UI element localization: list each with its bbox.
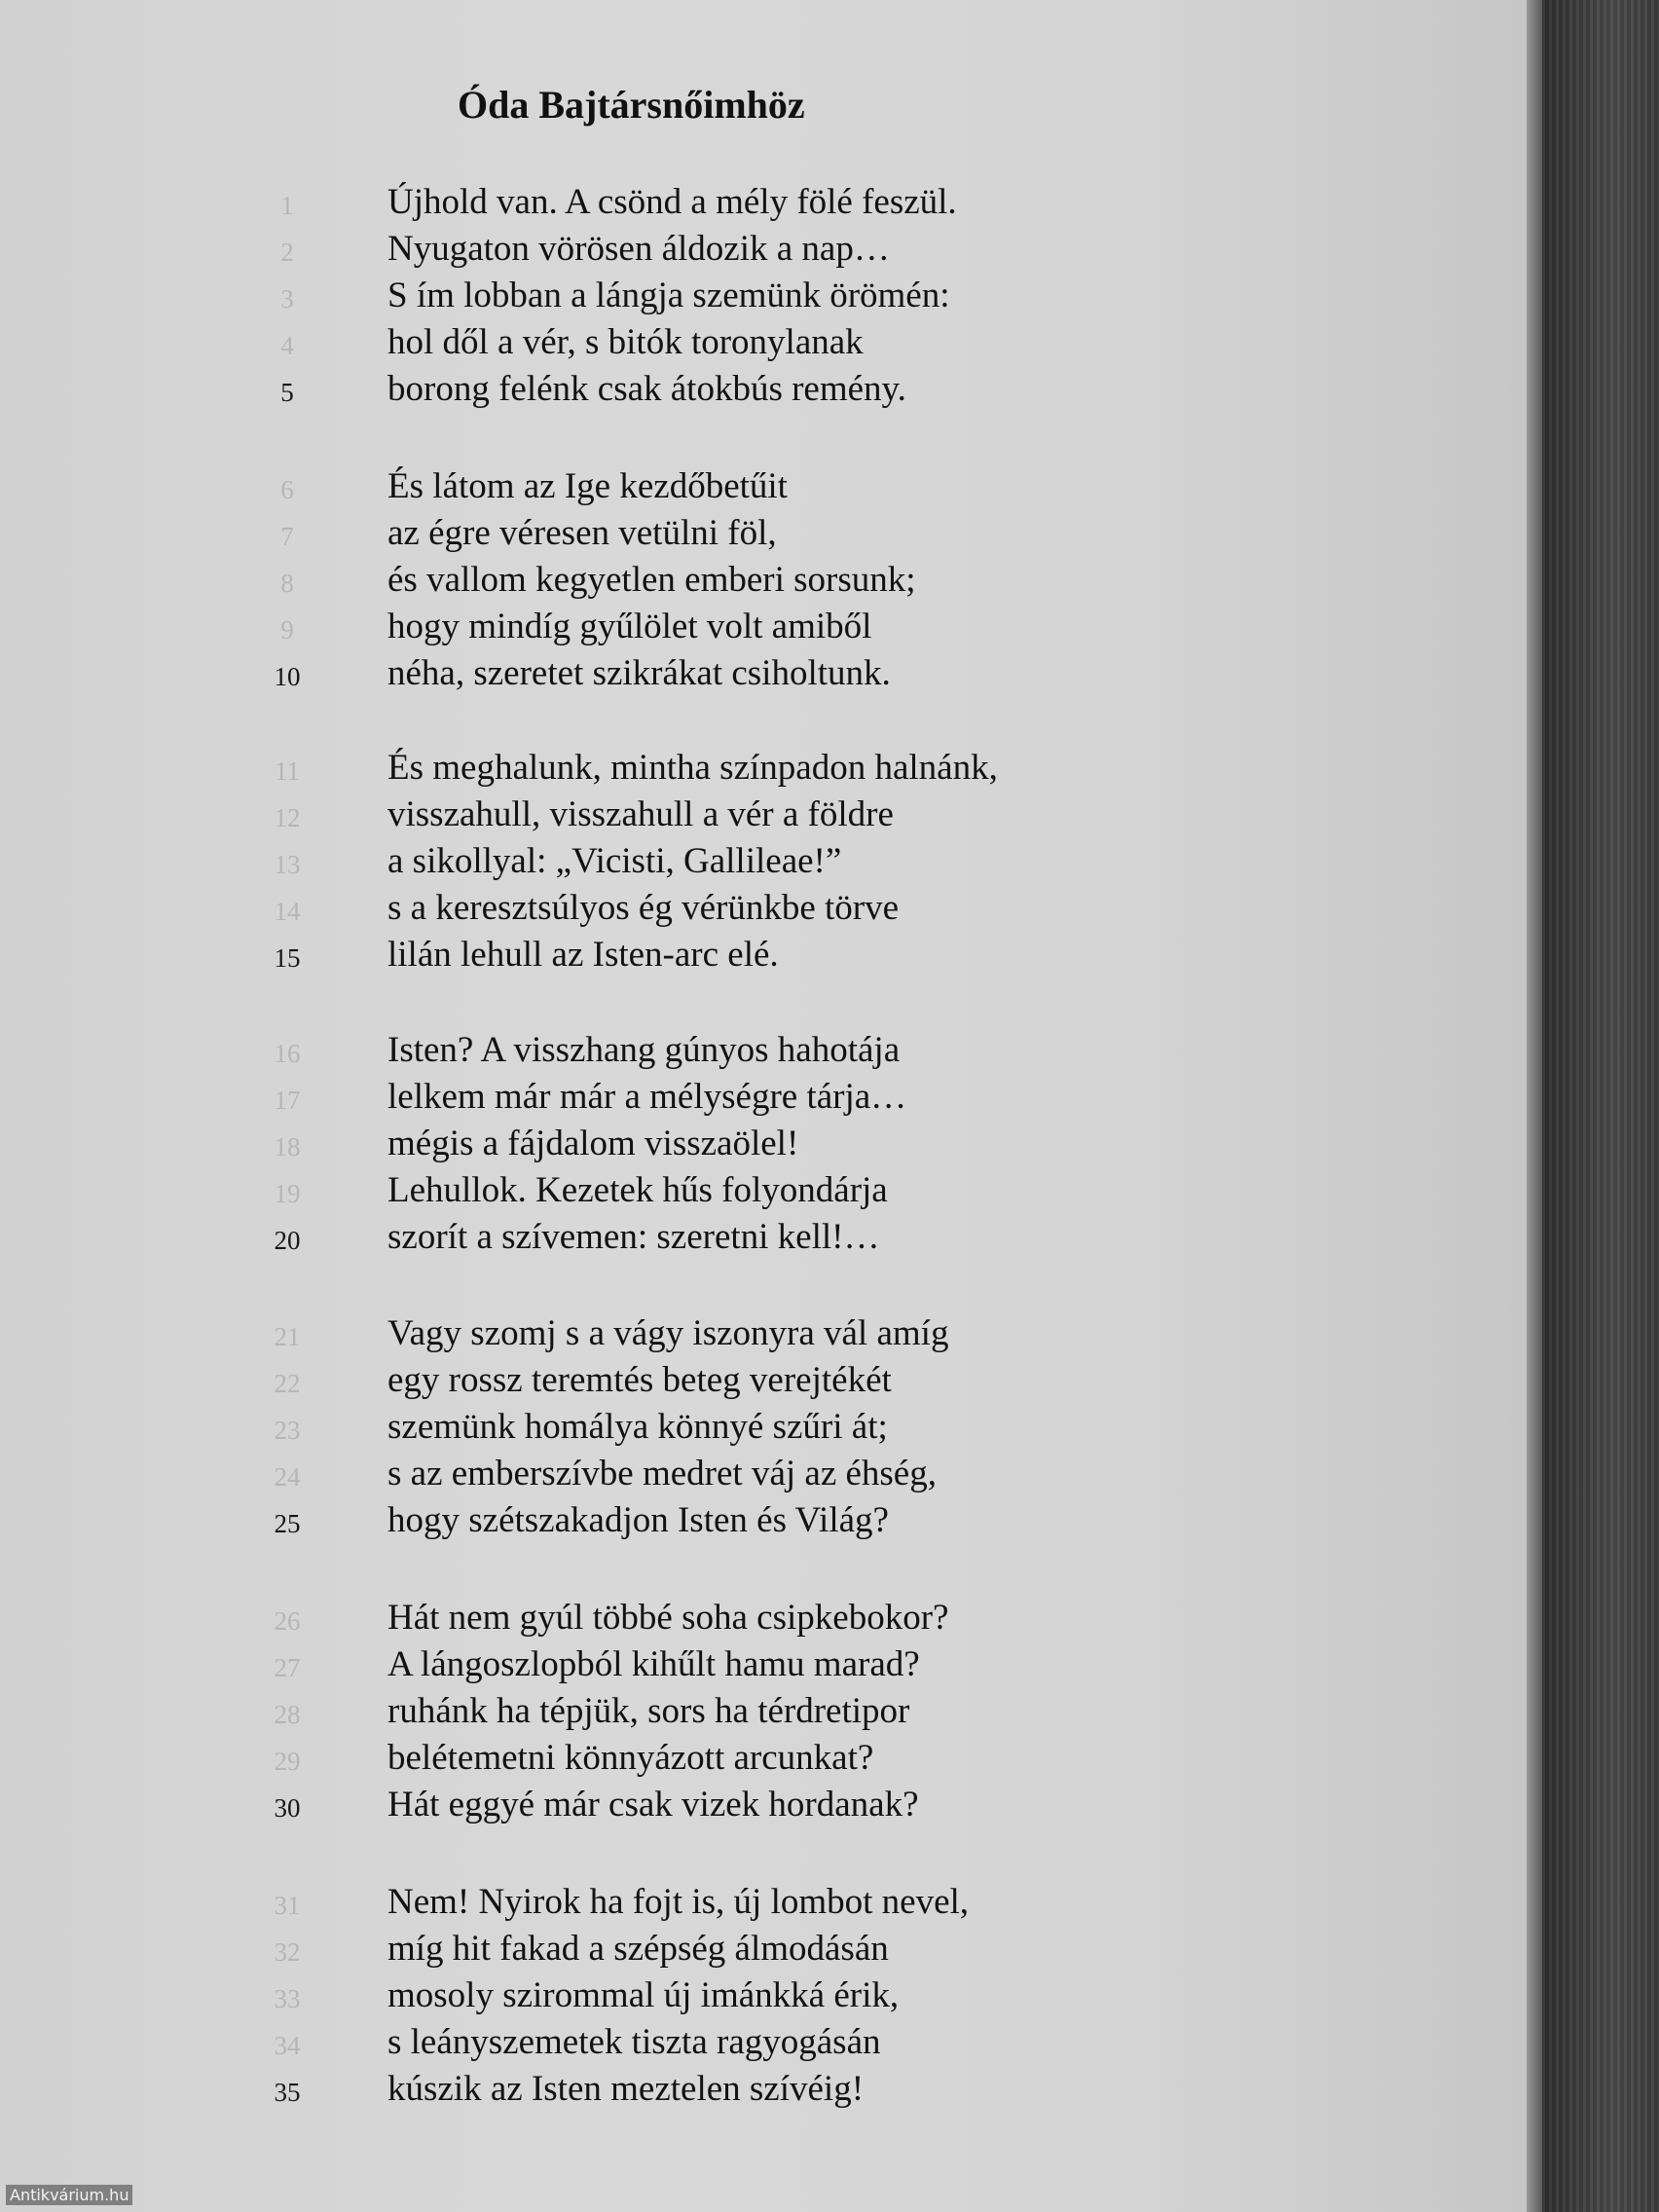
line-number: 24 — [274, 1462, 301, 1492]
line-number: 16 — [274, 1039, 301, 1068]
verse-text: ruhánk ha tépjük, sors ha térdretipor — [387, 1691, 910, 1731]
line-number: 12 — [274, 803, 301, 832]
line-number: 19 — [274, 1179, 301, 1208]
stanza — [0, 465, 1363, 699]
poem-line — [0, 1597, 1363, 1643]
verse-text: néha, szeretet szikrákat csiholtunk. — [387, 653, 891, 693]
line-number: 20 — [274, 1226, 301, 1255]
poem-line — [0, 1076, 1363, 1123]
verse-text: Hát nem gyúl többé soha csipkebokor? — [387, 1598, 949, 1638]
poem-line — [0, 1406, 1363, 1453]
line-number: 28 — [274, 1700, 301, 1729]
line-number: 25 — [274, 1509, 301, 1538]
poem-line — [0, 747, 1363, 793]
line-number: 23 — [274, 1416, 301, 1445]
stanza — [0, 1029, 1363, 1263]
poem-line — [0, 275, 1363, 321]
line-number: 18 — [274, 1132, 301, 1161]
poem-line — [0, 1499, 1363, 1546]
verse-text: Nem! Nyirok ha fojt is, új lombot nevel, — [387, 1882, 970, 1922]
verse-text: s a keresztsúlyos ég vérünkbe törve — [387, 888, 900, 928]
poem-line — [0, 887, 1363, 934]
verse-text: szorít a szívemen: szeretni kell!… — [387, 1217, 880, 1257]
line-number: 8 — [280, 569, 294, 598]
verse-text: Hát eggyé már csak vizek hordanak? — [387, 1785, 919, 1825]
poem-line — [0, 606, 1363, 652]
poem-line — [0, 1453, 1363, 1499]
poem-title: Óda Bajtársnőimhöz — [458, 83, 805, 127]
verse-text: És látom az Ige kezdőbetűit — [387, 466, 788, 506]
verse-text: szemünk homálya könnyé szűri át; — [387, 1407, 888, 1447]
poem-line — [0, 1029, 1363, 1076]
poem-line — [0, 1928, 1363, 1974]
poem-line — [0, 368, 1363, 415]
poem-line — [0, 1359, 1363, 1406]
poem-line — [0, 2021, 1363, 2068]
stanza — [0, 181, 1363, 415]
poem-line — [0, 1312, 1363, 1359]
line-number: 35 — [274, 2078, 301, 2107]
line-number: 2 — [280, 238, 294, 267]
verse-text: és vallom kegyetlen emberi sorsunk; — [387, 560, 916, 600]
poem-line — [0, 1643, 1363, 1690]
poem-line — [0, 1784, 1363, 1830]
line-number: 33 — [274, 1984, 301, 2013]
line-number: 27 — [274, 1653, 301, 1682]
poem-line — [0, 512, 1363, 559]
line-number: 31 — [274, 1891, 301, 1920]
poem-line — [0, 1881, 1363, 1928]
line-number: 30 — [274, 1793, 301, 1823]
verse-text: belétemetni könnyázott arcunkat? — [387, 1738, 874, 1778]
verse-text: lilán lehull az Isten-arc elé. — [387, 935, 779, 975]
verse-text: borong felénk csak átokbús remény. — [387, 369, 906, 409]
poem-line — [0, 1169, 1363, 1216]
line-number: 17 — [274, 1086, 301, 1115]
verse-text: lelkem már már a mélységre tárja… — [387, 1077, 907, 1117]
verse-text: a sikollyal: „Vicisti, Gallileae!” — [387, 841, 842, 881]
stanza — [0, 1312, 1363, 1546]
background-surface — [1542, 0, 1659, 2212]
line-number: 6 — [280, 475, 294, 504]
poem-line — [0, 840, 1363, 887]
line-number: 26 — [274, 1606, 301, 1636]
line-number: 10 — [274, 662, 301, 691]
verse-text: hogy mindíg gyűlölet volt amiből — [387, 607, 872, 646]
line-number: 4 — [280, 331, 294, 360]
line-number: 7 — [280, 522, 294, 551]
verse-text: Nyugaton vörösen áldozik a nap… — [387, 229, 890, 269]
poem-line — [0, 1690, 1363, 1737]
poem-line — [0, 559, 1363, 606]
verse-text: Lehullok. Kezetek hűs folyondárja — [387, 1170, 888, 1210]
stanza — [0, 1881, 1363, 2115]
verse-text: egy rossz teremtés beteg verejtékét — [387, 1360, 892, 1400]
poem-line — [0, 465, 1363, 512]
line-number: 9 — [280, 615, 294, 645]
poem-line — [0, 228, 1363, 275]
watermark: Antikvárium.hu — [6, 2185, 132, 2205]
verse-text: kúszik az Isten meztelen szívéig! — [387, 2069, 865, 2109]
verse-text: hogy szétszakadjon Isten és Világ? — [387, 1500, 889, 1540]
poem-line — [0, 1737, 1363, 1784]
line-number: 5 — [280, 378, 294, 407]
verse-text: hol dől a vér, s bitók toronylanak — [387, 322, 864, 362]
verse-text: És meghalunk, mintha színpadon halnánk, — [387, 748, 998, 788]
verse-text: az égre véresen vetülni föl, — [387, 513, 777, 553]
poem-line — [0, 321, 1363, 368]
line-number: 14 — [274, 897, 301, 926]
poem-line — [0, 181, 1363, 228]
verse-text: mosoly szirommal új imánkká érik, — [387, 1975, 900, 2015]
line-number: 1 — [280, 191, 294, 220]
verse-text: A lángoszlopból kihűlt hamu marad? — [387, 1644, 920, 1684]
line-number: 13 — [274, 850, 301, 879]
stanza — [0, 747, 1363, 980]
poem-line — [0, 2068, 1363, 2115]
poem-line — [0, 1974, 1363, 2021]
verse-text: visszahull, visszahull a vér a földre — [387, 794, 894, 834]
poem-line — [0, 934, 1363, 980]
line-number: 34 — [274, 2031, 301, 2060]
poem-line — [0, 652, 1363, 699]
poem-line — [0, 793, 1363, 840]
page-edge — [1527, 0, 1542, 2212]
line-number: 22 — [274, 1369, 301, 1398]
line-number: 21 — [274, 1322, 301, 1351]
verse-text: s leányszemetek tiszta ragyogásán — [387, 2022, 881, 2062]
verse-text: S ím lobban a lángja szemünk örömén: — [387, 276, 950, 315]
stanza — [0, 1597, 1363, 1830]
verse-text: s az emberszívbe medret váj az éhség, — [387, 1454, 937, 1493]
line-number: 32 — [274, 1937, 301, 1967]
line-number: 3 — [280, 284, 294, 313]
poem-line — [0, 1123, 1363, 1169]
line-number: 15 — [274, 943, 301, 973]
line-number: 11 — [275, 756, 300, 786]
verse-text: mégis a fájdalom visszaölel! — [387, 1124, 799, 1163]
poem-line — [0, 1216, 1363, 1263]
line-number: 29 — [274, 1747, 301, 1776]
verse-text: Vagy szomj s a vágy iszonyra vál amíg — [387, 1313, 949, 1353]
verse-text: Isten? A visszhang gúnyos hahotája — [387, 1030, 901, 1070]
verse-text: míg hit fakad a szépség álmodásán — [387, 1929, 889, 1969]
verse-text: Újhold van. A csönd a mély fölé feszül. — [387, 182, 957, 222]
